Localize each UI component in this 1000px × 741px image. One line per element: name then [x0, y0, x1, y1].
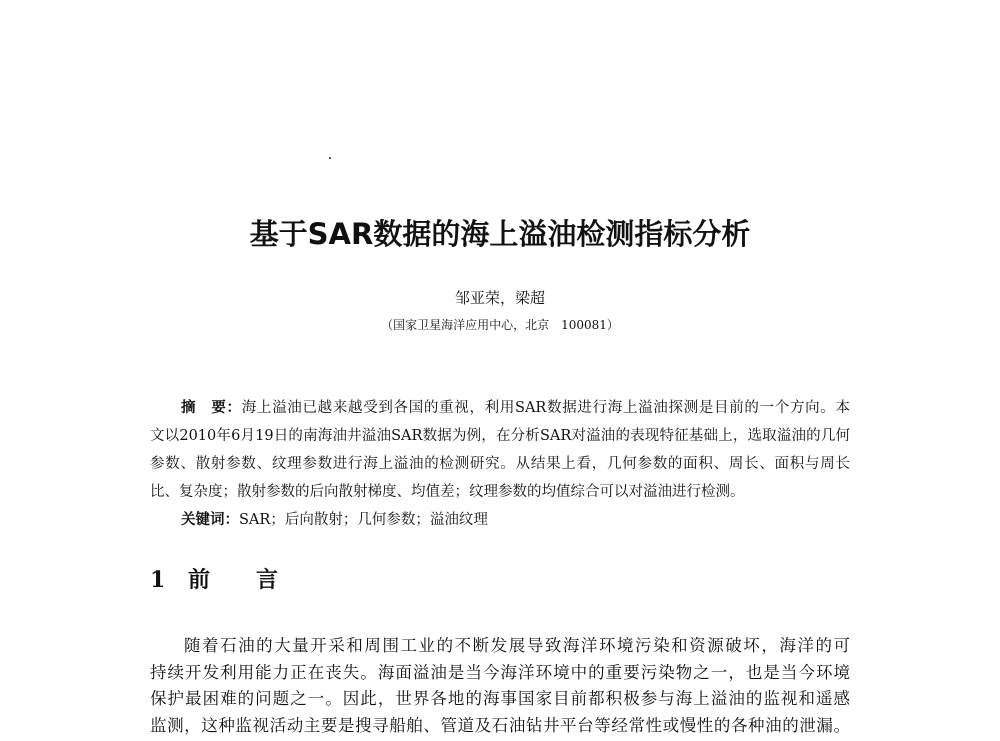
- body-line: 随着石油的大量开采和周围工业的不断发展导致海洋环境污染和资源破坏，海洋的可: [184, 636, 850, 655]
- keywords-label: 关键词：: [181, 511, 239, 528]
- paper-title: 基于SAR数据的海上溢油检测指标分析: [249, 217, 751, 251]
- abstract: [150, 394, 850, 506]
- keywords: [181, 506, 488, 534]
- abstract-line: 比、复杂度；散射参数的后向散射梯度、均值差；纹理参数的均值综合可以对溢油进行检测。: [150, 484, 745, 500]
- body-line: 监测，这种监视活动主要是搜寻船舶、管道及石油钻井平台等经常性或慢性的各种油的泄漏。: [150, 715, 850, 735]
- scan-speck: [329, 157, 331, 159]
- abstract-label: 摘 要：: [181, 399, 242, 416]
- body-paragraph: [150, 633, 850, 739]
- body-line: 保护最困难的问题之一。因此，世界各地的海事国家目前都积极参与海上溢油的监视和遥感: [150, 689, 850, 708]
- abstract-text: 海上溢油已越来越受到各国的重视，利用SAR数据进行海上溢油探测是目前的一个方向。本: [241, 400, 850, 416]
- abstract-line: [150, 394, 850, 422]
- body-line: 持续开发利用能力正在丧失。海面溢油是当今海洋环境中的重要污染物之一，也是当今环境: [150, 662, 850, 682]
- affiliation: （国家卫星海洋应用中心，北京 100081）: [381, 318, 619, 332]
- section-number: 1: [150, 567, 166, 593]
- section-name: 前言: [188, 567, 325, 593]
- keywords-text: SAR；后向散射；几何参数；溢油纹理: [239, 512, 488, 528]
- abstract-line: 文以2010年6月19日的南海油井溢油SAR数据为例，在分析SAR对溢油的表现特征基础上，选取溢油的几何: [150, 428, 850, 444]
- section-heading: [150, 563, 324, 594]
- authors: 邹亚荣，梁超: [454, 289, 545, 307]
- abstract-line: 参数、散射参数、纹理参数进行海上溢油的检测研究。从结果上看，几何参数的面积、周长、面积与周长: [150, 456, 850, 472]
